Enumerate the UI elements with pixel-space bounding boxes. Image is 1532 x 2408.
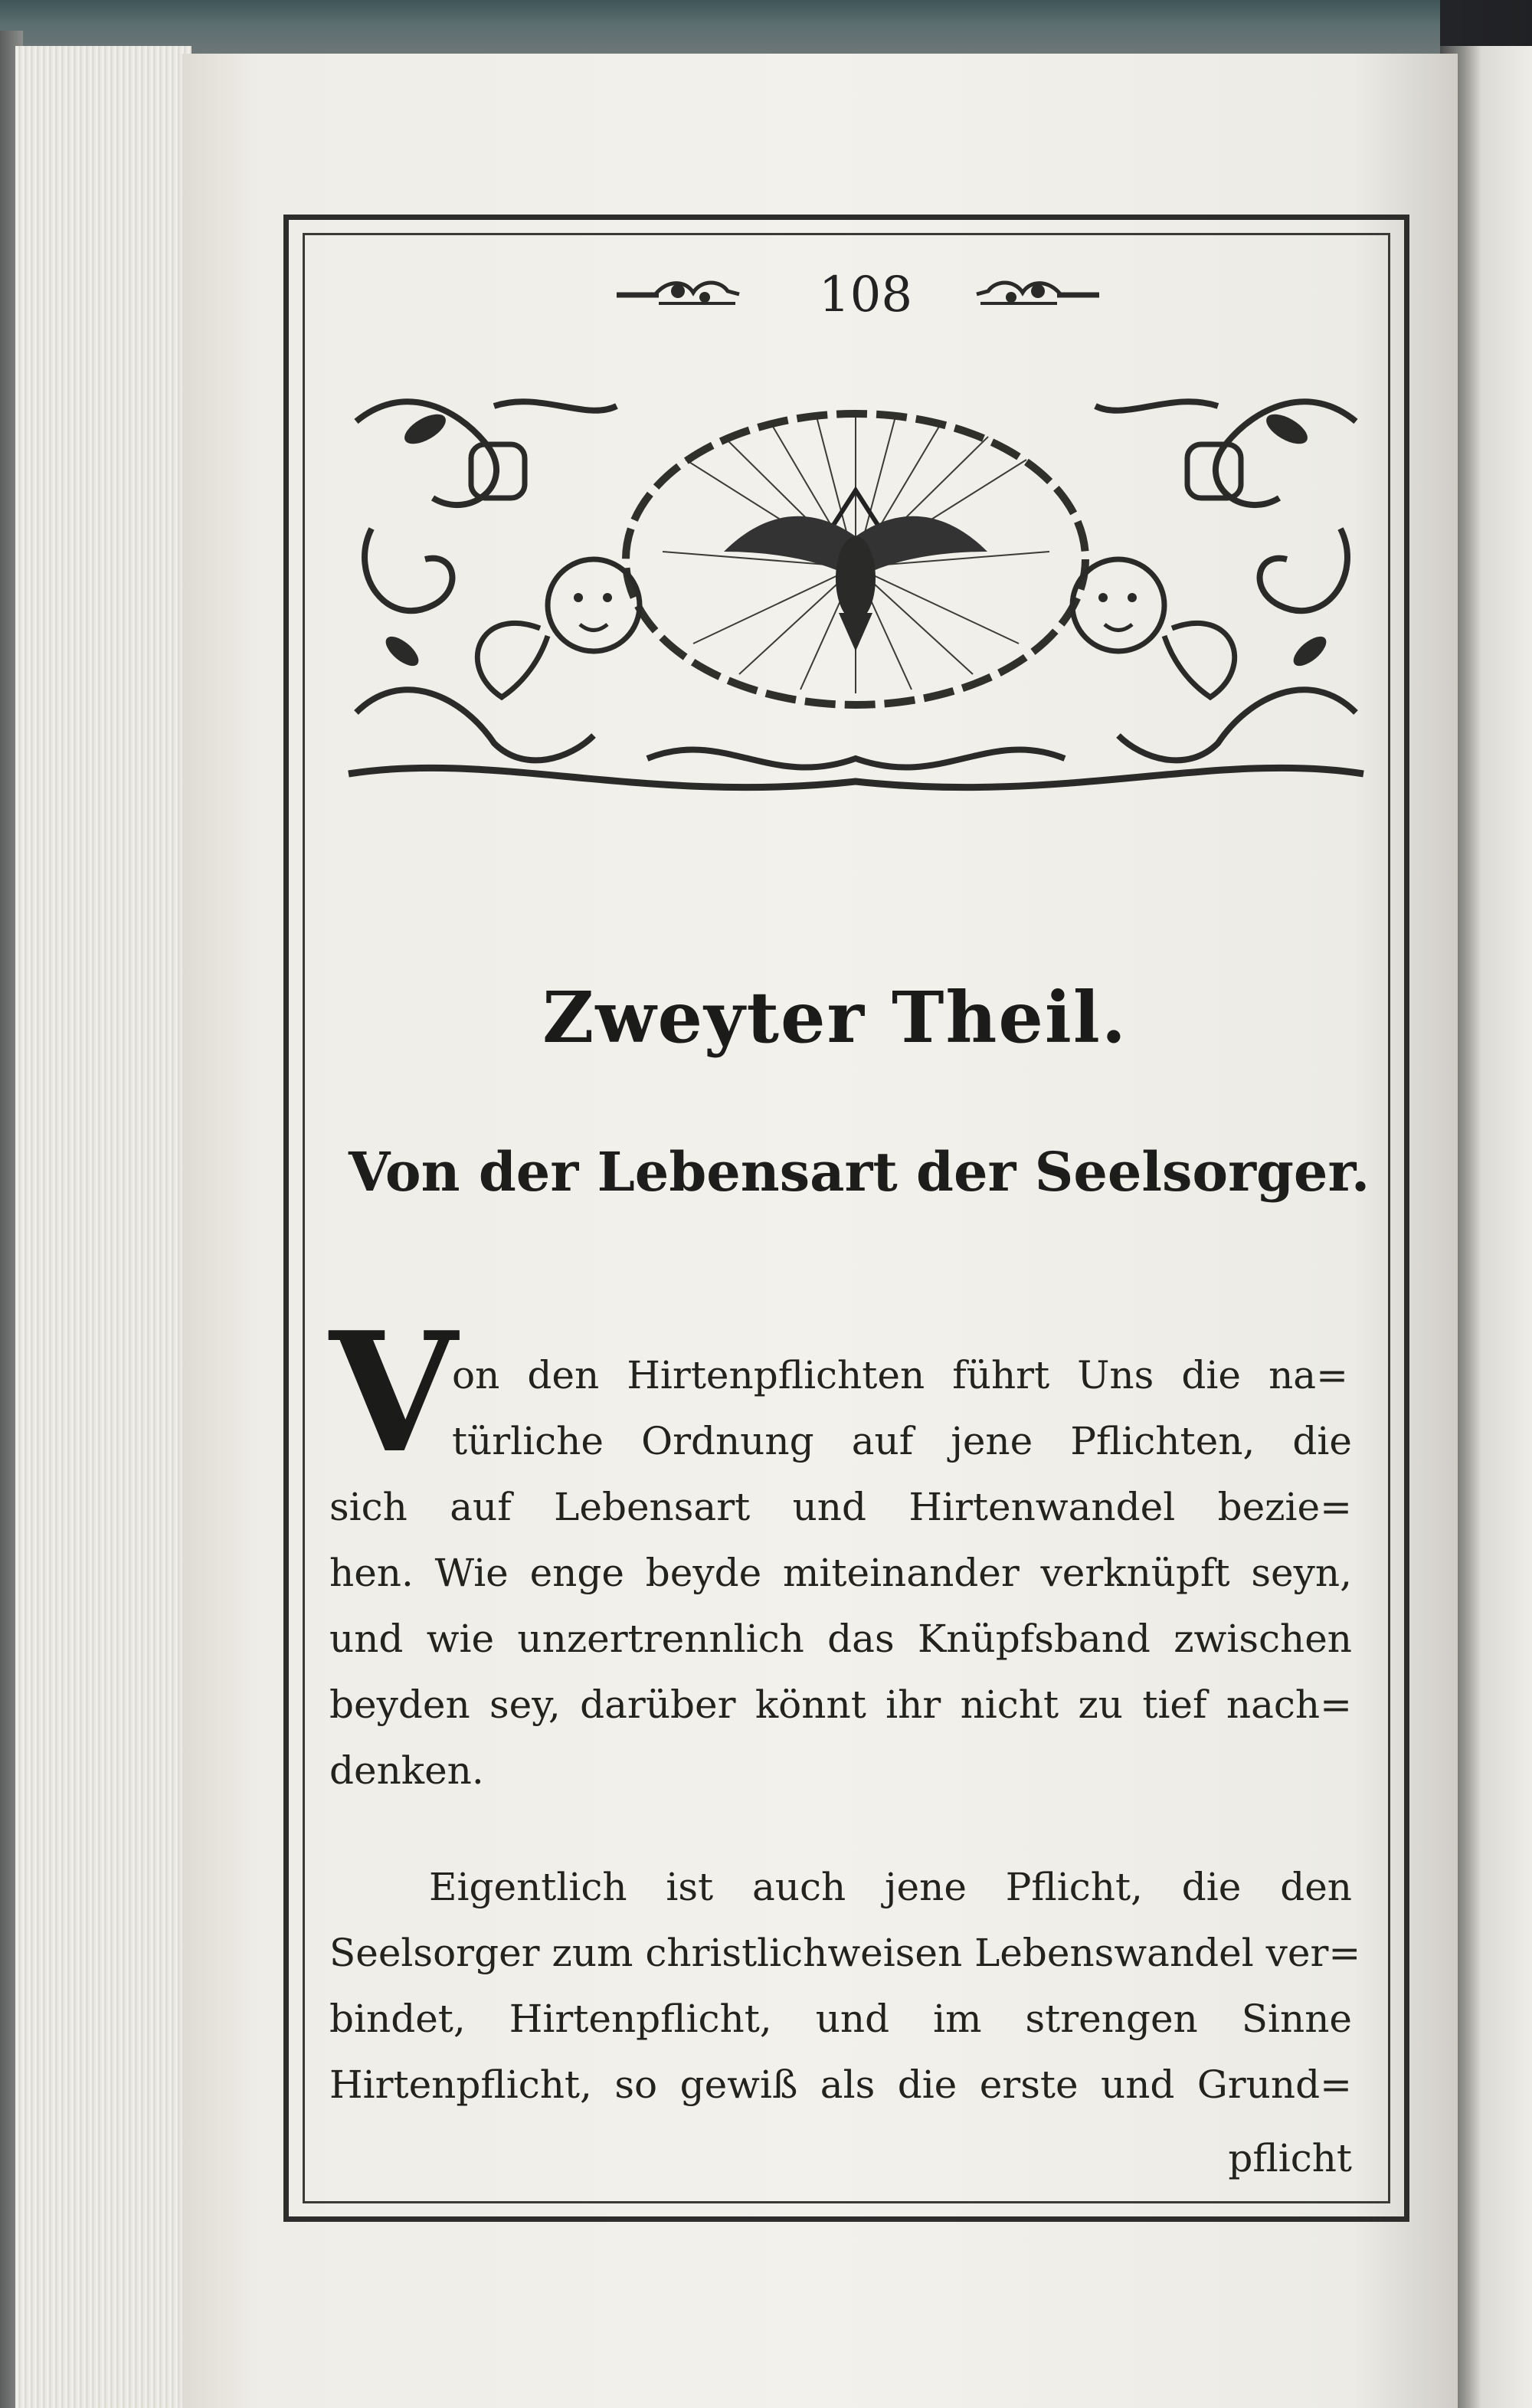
paragraph-1-line-1: on den Hirtenpflichten führt Uns die na= — [452, 1353, 1348, 1397]
catchword: pflicht — [1228, 2136, 1352, 2180]
section-subtitle: Von der Lebensart der Seelsorger. — [349, 1140, 1370, 1204]
paragraph-1-line-6: beyden sey, darüber könnt ihr nicht zu tief nach= — [329, 1682, 1352, 1727]
page-block-edges — [15, 46, 192, 2408]
paragraph-1-line-4: hen. Wie enge beyde miteinander verknüpft seyn, — [329, 1551, 1352, 1595]
paragraph-1-line-7: denken. — [329, 1748, 484, 1793]
paragraph-2-line-3: bindet, Hirtenpflicht, und im strengen Sinne — [329, 1997, 1352, 2041]
paragraph-2-line-2: Seelsorger zum christlichweisen Lebenswandel ver= — [329, 1931, 1361, 1975]
running-header — [605, 260, 1111, 329]
fleuron-right-icon — [973, 276, 1103, 314]
paragraph-1-line-2: türliche Ordnung auf jene Pflichten, die — [452, 1419, 1352, 1463]
headpiece-vignette — [341, 375, 1371, 812]
paragraph-2-line-4: Hirtenpflicht, so gewiß als die erste und Grund= — [329, 2062, 1352, 2107]
page-number: 108 — [818, 267, 913, 323]
part-title: Zweyter Theil. — [542, 976, 1128, 1059]
book-cover-edge — [0, 0, 1440, 55]
paragraph-2-line-1: Eigentlich ist auch jene Pflicht, die den — [429, 1865, 1352, 1909]
paragraph-1-line-3: sich auf Lebensart und Hirtenwandel bezie= — [329, 1485, 1352, 1529]
drop-cap: V — [329, 1296, 457, 1489]
paragraph-1-line-5: und wie unzertrennlich das Knüpfsband zwischen — [329, 1617, 1352, 1661]
fleuron-left-icon — [613, 276, 743, 314]
